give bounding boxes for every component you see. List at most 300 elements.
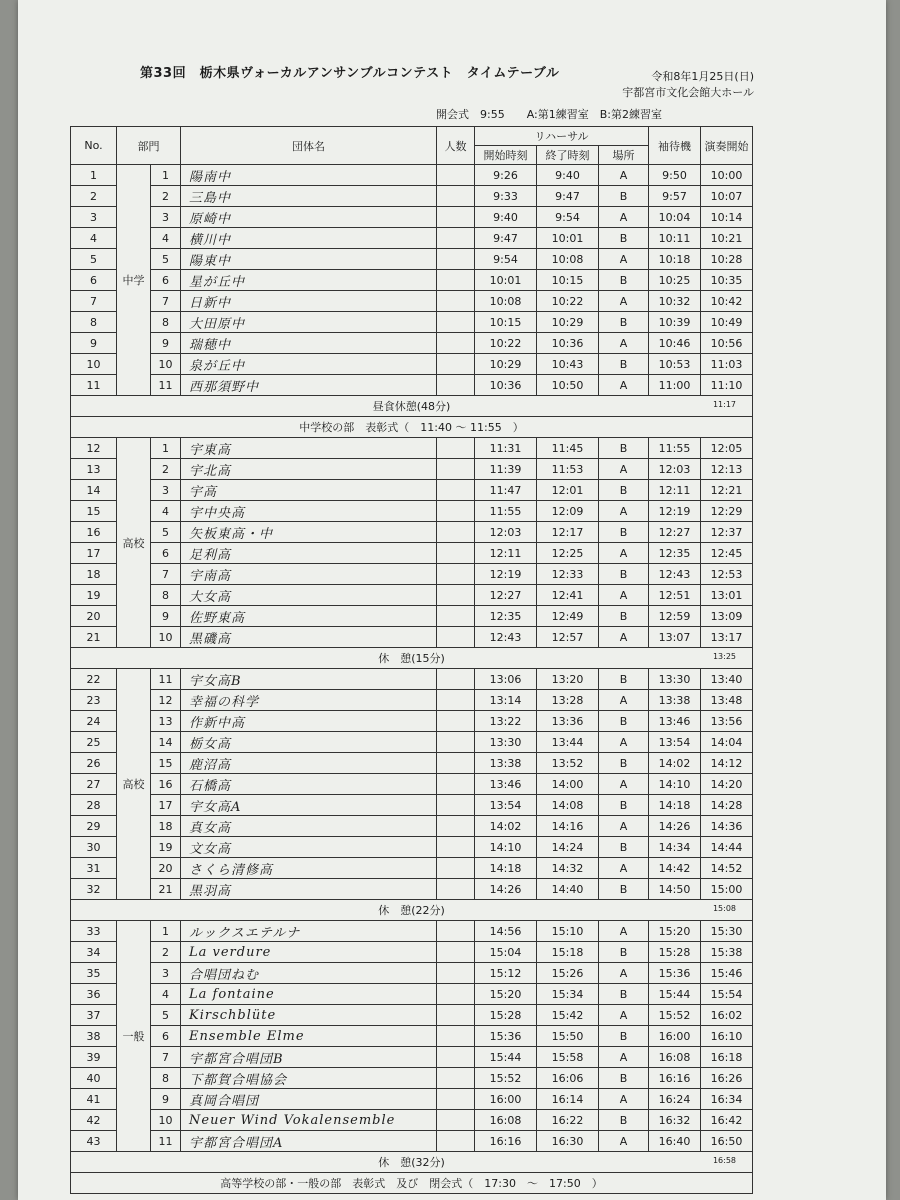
row-number: 38: [71, 1026, 117, 1047]
table-row: [71, 1047, 753, 1068]
people-count: [437, 270, 475, 291]
wing-wait-time: 13:54: [649, 732, 701, 753]
break-cell: [71, 396, 753, 417]
rehearsal-room: A: [599, 1131, 649, 1152]
people-count: [437, 837, 475, 858]
group-name: 泉が丘中: [181, 354, 437, 375]
table-row: [71, 606, 753, 627]
rehearsal-start: 15:12: [475, 963, 537, 984]
people-count: [437, 375, 475, 396]
col-header-division: 部門: [117, 127, 181, 165]
rehearsal-start: 13:22: [475, 711, 537, 732]
rehearsal-room: B: [599, 312, 649, 333]
division-order: 5: [151, 1005, 181, 1026]
performance-start: 10:35: [701, 270, 753, 291]
row-number: 28: [71, 795, 117, 816]
people-count: [437, 816, 475, 837]
performance-start: 12:29: [701, 501, 753, 522]
group-name: ルックスエテルナ: [181, 921, 437, 942]
wing-wait-time: 15:52: [649, 1005, 701, 1026]
row-number: 22: [71, 669, 117, 690]
wing-wait-time: 10:46: [649, 333, 701, 354]
ceremony-cell: [71, 417, 753, 438]
row-number: 29: [71, 816, 117, 837]
rehearsal-end: 12:25: [537, 543, 599, 564]
performance-start: 12:37: [701, 522, 753, 543]
rehearsal-room: A: [599, 207, 649, 228]
people-count: [437, 858, 475, 879]
table-row: [71, 690, 753, 711]
rehearsal-end: 14:24: [537, 837, 599, 858]
performance-start: 14:52: [701, 858, 753, 879]
rehearsal-room: A: [599, 732, 649, 753]
group-name: 文女高: [181, 837, 437, 858]
performance-start: 16:26: [701, 1068, 753, 1089]
wing-wait-time: 14:10: [649, 774, 701, 795]
row-number: 24: [71, 711, 117, 732]
rehearsal-end: 10:01: [537, 228, 599, 249]
wing-wait-time: 10:25: [649, 270, 701, 291]
performance-start: 16:34: [701, 1089, 753, 1110]
rehearsal-end: 15:42: [537, 1005, 599, 1026]
group-name: 宇女高B: [181, 669, 437, 690]
table-row: [71, 501, 753, 522]
rehearsal-room: B: [599, 522, 649, 543]
people-count: [437, 228, 475, 249]
group-name: 原崎中: [181, 207, 437, 228]
wing-wait-time: 11:00: [649, 375, 701, 396]
rehearsal-end: 14:16: [537, 816, 599, 837]
people-count: [437, 753, 475, 774]
rehearsal-end: 10:36: [537, 333, 599, 354]
rehearsal-start: 11:47: [475, 480, 537, 501]
table-row: [71, 291, 753, 312]
break-label: 昼食休憩(48分): [372, 400, 451, 413]
people-count: [437, 543, 475, 564]
table-row: [71, 480, 753, 501]
group-name: 黒羽高: [181, 879, 437, 900]
rehearsal-start: 11:55: [475, 501, 537, 522]
performance-start: 10:42: [701, 291, 753, 312]
people-count: [437, 1089, 475, 1110]
division-order: 17: [151, 795, 181, 816]
people-count: [437, 690, 475, 711]
division-label: 一般: [117, 921, 151, 1152]
table-row: [71, 1089, 753, 1110]
people-count: [437, 501, 475, 522]
rehearsal-room: B: [599, 438, 649, 459]
wing-wait-time: 12:27: [649, 522, 701, 543]
table-row: [71, 669, 753, 690]
table-row: [71, 186, 753, 207]
people-count: [437, 480, 475, 501]
wing-wait-time: 15:44: [649, 984, 701, 1005]
people-count: [437, 921, 475, 942]
rehearsal-start: 11:31: [475, 438, 537, 459]
table-row: [71, 564, 753, 585]
table-row: [71, 438, 753, 459]
wing-wait-time: 12:59: [649, 606, 701, 627]
performance-start: 13:01: [701, 585, 753, 606]
rehearsal-room: B: [599, 1068, 649, 1089]
rehearsal-end: 9:40: [537, 165, 599, 186]
rehearsal-start: 13:54: [475, 795, 537, 816]
rehearsal-end: 9:54: [537, 207, 599, 228]
row-number: 17: [71, 543, 117, 564]
row-number: 23: [71, 690, 117, 711]
rehearsal-room: A: [599, 543, 649, 564]
people-count: [437, 1131, 475, 1152]
performance-start: 13:17: [701, 627, 753, 648]
division-order: 6: [151, 270, 181, 291]
rehearsal-room: A: [599, 963, 649, 984]
group-name: 宇東高: [181, 438, 437, 459]
rehearsal-start: 12:11: [475, 543, 537, 564]
division-order: 5: [151, 249, 181, 270]
event-venue: 宇都宮市文化会館大ホール: [622, 86, 754, 99]
table-row: [71, 354, 753, 375]
rehearsal-end: 14:00: [537, 774, 599, 795]
people-count: [437, 1068, 475, 1089]
division-label: 高校: [117, 438, 151, 648]
rehearsal-end: 12:01: [537, 480, 599, 501]
col-header-no: No.: [71, 127, 117, 165]
wing-wait-time: 12:35: [649, 543, 701, 564]
table-row: [71, 984, 753, 1005]
table-row: [71, 585, 753, 606]
table-row: [71, 858, 753, 879]
rehearsal-start: 13:06: [475, 669, 537, 690]
people-count: [437, 1005, 475, 1026]
rehearsal-room: B: [599, 837, 649, 858]
rehearsal-start: 16:08: [475, 1110, 537, 1131]
rehearsal-start: 10:01: [475, 270, 537, 291]
group-name: 横川中: [181, 228, 437, 249]
rehearsal-room: A: [599, 690, 649, 711]
performance-start: 13:40: [701, 669, 753, 690]
rehearsal-room: B: [599, 669, 649, 690]
col-header-rehearsal: リハーサル: [475, 127, 649, 146]
rehearsal-start: 14:26: [475, 879, 537, 900]
row-number: 20: [71, 606, 117, 627]
break-cell: [71, 900, 753, 921]
rehearsal-room: B: [599, 1110, 649, 1131]
division-order: 4: [151, 228, 181, 249]
people-count: [437, 711, 475, 732]
division-order: 11: [151, 375, 181, 396]
rehearsal-room: A: [599, 501, 649, 522]
table-row: [71, 627, 753, 648]
rehearsal-room: B: [599, 753, 649, 774]
wing-wait-time: 16:08: [649, 1047, 701, 1068]
wing-wait-time: 12:11: [649, 480, 701, 501]
group-name: 宇中央高: [181, 501, 437, 522]
row-number: 11: [71, 375, 117, 396]
group-name: Ensemble Elme: [181, 1026, 437, 1047]
rehearsal-room: B: [599, 564, 649, 585]
group-name: 陽東中: [181, 249, 437, 270]
performance-start: 12:05: [701, 438, 753, 459]
rehearsal-room: A: [599, 816, 649, 837]
division-order: 8: [151, 312, 181, 333]
rehearsal-end: 13:52: [537, 753, 599, 774]
break-label: 休 憩(32分): [378, 1156, 445, 1169]
rehearsal-room: A: [599, 249, 649, 270]
performance-start: 12:45: [701, 543, 753, 564]
rehearsal-start: 12:43: [475, 627, 537, 648]
rehearsal-start: 10:08: [475, 291, 537, 312]
division-order: 6: [151, 543, 181, 564]
division-order: 8: [151, 1068, 181, 1089]
row-number: 13: [71, 459, 117, 480]
performance-start: 15:00: [701, 879, 753, 900]
row-number: 14: [71, 480, 117, 501]
row-number: 31: [71, 858, 117, 879]
group-name: 宇都宮合唱団A: [181, 1131, 437, 1152]
wing-wait-time: 14:50: [649, 879, 701, 900]
row-number: 42: [71, 1110, 117, 1131]
rehearsal-room: B: [599, 1026, 649, 1047]
row-number: 10: [71, 354, 117, 375]
group-name: 宇北高: [181, 459, 437, 480]
wing-wait-time: 14:26: [649, 816, 701, 837]
rehearsal-start: 14:18: [475, 858, 537, 879]
division-order: 10: [151, 627, 181, 648]
performance-start: 11:03: [701, 354, 753, 375]
performance-start: 16:42: [701, 1110, 753, 1131]
division-order: 4: [151, 501, 181, 522]
division-order: 9: [151, 606, 181, 627]
people-count: [437, 522, 475, 543]
row-number: 32: [71, 879, 117, 900]
rehearsal-start: 15:36: [475, 1026, 537, 1047]
wing-wait-time: 16:24: [649, 1089, 701, 1110]
division-order: 19: [151, 837, 181, 858]
people-count: [437, 732, 475, 753]
table-row: [71, 1005, 753, 1026]
people-count: [437, 165, 475, 186]
rehearsal-start: 16:16: [475, 1131, 537, 1152]
timetable-body: [71, 165, 753, 1194]
ceremony-cell: [71, 1173, 753, 1194]
rehearsal-start: 14:02: [475, 816, 537, 837]
performance-start: 10:21: [701, 228, 753, 249]
table-row: [71, 459, 753, 480]
rehearsal-end: 13:36: [537, 711, 599, 732]
performance-start: 14:44: [701, 837, 753, 858]
division-order: 3: [151, 480, 181, 501]
division-order: 7: [151, 1047, 181, 1068]
division-order: 21: [151, 879, 181, 900]
table-row: [71, 1110, 753, 1131]
row-number: 37: [71, 1005, 117, 1026]
group-name: 宇南高: [181, 564, 437, 585]
rehearsal-room: B: [599, 711, 649, 732]
rehearsal-start: 15:20: [475, 984, 537, 1005]
group-name: 宇高: [181, 480, 437, 501]
break-end-time: 13:25: [712, 652, 736, 661]
rehearsal-room: B: [599, 270, 649, 291]
rehearsal-start: 12:27: [475, 585, 537, 606]
rehearsal-room: B: [599, 480, 649, 501]
table-row: [71, 795, 753, 816]
performance-start: 15:54: [701, 984, 753, 1005]
group-name: La fontaine: [181, 984, 437, 1005]
rehearsal-end: 10:50: [537, 375, 599, 396]
rehearsal-room: A: [599, 165, 649, 186]
table-row: [71, 942, 753, 963]
break-cell: [71, 1152, 753, 1173]
col-header-wing: 袖待機: [649, 127, 701, 165]
division-order: 9: [151, 1089, 181, 1110]
group-name: 作新中高: [181, 711, 437, 732]
wing-wait-time: 16:00: [649, 1026, 701, 1047]
wing-wait-time: 15:20: [649, 921, 701, 942]
rehearsal-start: 15:44: [475, 1047, 537, 1068]
performance-start: 13:48: [701, 690, 753, 711]
rehearsal-end: 15:18: [537, 942, 599, 963]
group-name: さくら清修高: [181, 858, 437, 879]
break-label: 休 憩(15分): [378, 652, 445, 665]
table-row: [71, 837, 753, 858]
rehearsal-end: 10:22: [537, 291, 599, 312]
rehearsal-room: A: [599, 333, 649, 354]
division-order: 9: [151, 333, 181, 354]
performance-start: 12:53: [701, 564, 753, 585]
group-name: Neuer Wind Vokalensemble: [181, 1110, 437, 1131]
people-count: [437, 354, 475, 375]
rehearsal-end: 12:17: [537, 522, 599, 543]
group-name: 石橋高: [181, 774, 437, 795]
rehearsal-end: 10:15: [537, 270, 599, 291]
rehearsal-room: B: [599, 606, 649, 627]
row-number: 41: [71, 1089, 117, 1110]
rehearsal-start: 15:28: [475, 1005, 537, 1026]
division-order: 20: [151, 858, 181, 879]
division-order: 16: [151, 774, 181, 795]
performance-start: 14:20: [701, 774, 753, 795]
rehearsal-room: B: [599, 186, 649, 207]
group-name: 合唱団ねむ: [181, 963, 437, 984]
group-name: 日新中: [181, 291, 437, 312]
rehearsal-end: 14:08: [537, 795, 599, 816]
division-order: 6: [151, 1026, 181, 1047]
group-name: Kirschblüte: [181, 1005, 437, 1026]
rehearsal-start: 13:46: [475, 774, 537, 795]
row-number: 2: [71, 186, 117, 207]
rehearsal-end: 13:28: [537, 690, 599, 711]
row-number: 16: [71, 522, 117, 543]
people-count: [437, 963, 475, 984]
rehearsal-room: A: [599, 375, 649, 396]
people-count: [437, 186, 475, 207]
people-count: [437, 207, 475, 228]
wing-wait-time: 13:38: [649, 690, 701, 711]
performance-start: 11:10: [701, 375, 753, 396]
rehearsal-start: 13:38: [475, 753, 537, 774]
table-header-row: [71, 127, 753, 146]
division-label: 高校: [117, 669, 151, 900]
rehearsal-end: 12:09: [537, 501, 599, 522]
table-row: [71, 249, 753, 270]
row-number: 34: [71, 942, 117, 963]
page-title: 第33回 栃木県ヴォーカルアンサンブルコンテスト タイムテーブル: [140, 66, 560, 81]
break-cell: [71, 648, 753, 669]
table-row: [71, 165, 753, 186]
ceremony-label: 高等学校の部・一般の部 表彰式 及び 閉会式（ 17:30 ～ 17:50 ）: [220, 1177, 603, 1190]
row-number: 35: [71, 963, 117, 984]
rehearsal-room: A: [599, 774, 649, 795]
rehearsal-end: 15:26: [537, 963, 599, 984]
division-label: 中学: [117, 165, 151, 396]
row-number: 6: [71, 270, 117, 291]
wing-wait-time: 15:36: [649, 963, 701, 984]
wing-wait-time: 10:39: [649, 312, 701, 333]
wing-wait-time: 9:50: [649, 165, 701, 186]
rehearsal-end: 11:53: [537, 459, 599, 480]
row-number: 25: [71, 732, 117, 753]
rehearsal-start: 14:10: [475, 837, 537, 858]
table-row: [71, 1026, 753, 1047]
people-count: [437, 291, 475, 312]
group-name: 矢板東高・中: [181, 522, 437, 543]
people-count: [437, 774, 475, 795]
break-end-time: 15:08: [712, 904, 736, 913]
row-number: 36: [71, 984, 117, 1005]
rehearsal-end: 15:50: [537, 1026, 599, 1047]
performance-start: 15:30: [701, 921, 753, 942]
division-order: 2: [151, 459, 181, 480]
row-number: 39: [71, 1047, 117, 1068]
break-row: [71, 648, 753, 669]
group-name: 瑞穂中: [181, 333, 437, 354]
wing-wait-time: 13:46: [649, 711, 701, 732]
performance-start: 10:00: [701, 165, 753, 186]
division-order: 10: [151, 354, 181, 375]
table-row: [71, 753, 753, 774]
division-order: 12: [151, 690, 181, 711]
rehearsal-end: 14:40: [537, 879, 599, 900]
performance-start: 13:09: [701, 606, 753, 627]
break-row: [71, 396, 753, 417]
people-count: [437, 1026, 475, 1047]
people-count: [437, 984, 475, 1005]
people-count: [437, 942, 475, 963]
group-name: 大女高: [181, 585, 437, 606]
table-row: [71, 543, 753, 564]
division-order: 1: [151, 921, 181, 942]
rehearsal-start: 10:36: [475, 375, 537, 396]
group-name: 黒磯高: [181, 627, 437, 648]
rehearsal-room: B: [599, 228, 649, 249]
group-name: 真岡合唱団: [181, 1089, 437, 1110]
rehearsal-room: A: [599, 585, 649, 606]
wing-wait-time: 16:40: [649, 1131, 701, 1152]
row-number: 1: [71, 165, 117, 186]
rehearsal-end: 15:34: [537, 984, 599, 1005]
group-name: 三島中: [181, 186, 437, 207]
wing-wait-time: 11:55: [649, 438, 701, 459]
col-header-start: 開始時刻: [475, 146, 537, 165]
table-row: [71, 333, 753, 354]
break-row: [71, 900, 753, 921]
division-order: 2: [151, 942, 181, 963]
performance-start: 12:13: [701, 459, 753, 480]
wing-wait-time: 14:42: [649, 858, 701, 879]
table-row: [71, 1131, 753, 1152]
division-order: 10: [151, 1110, 181, 1131]
wing-wait-time: 14:34: [649, 837, 701, 858]
